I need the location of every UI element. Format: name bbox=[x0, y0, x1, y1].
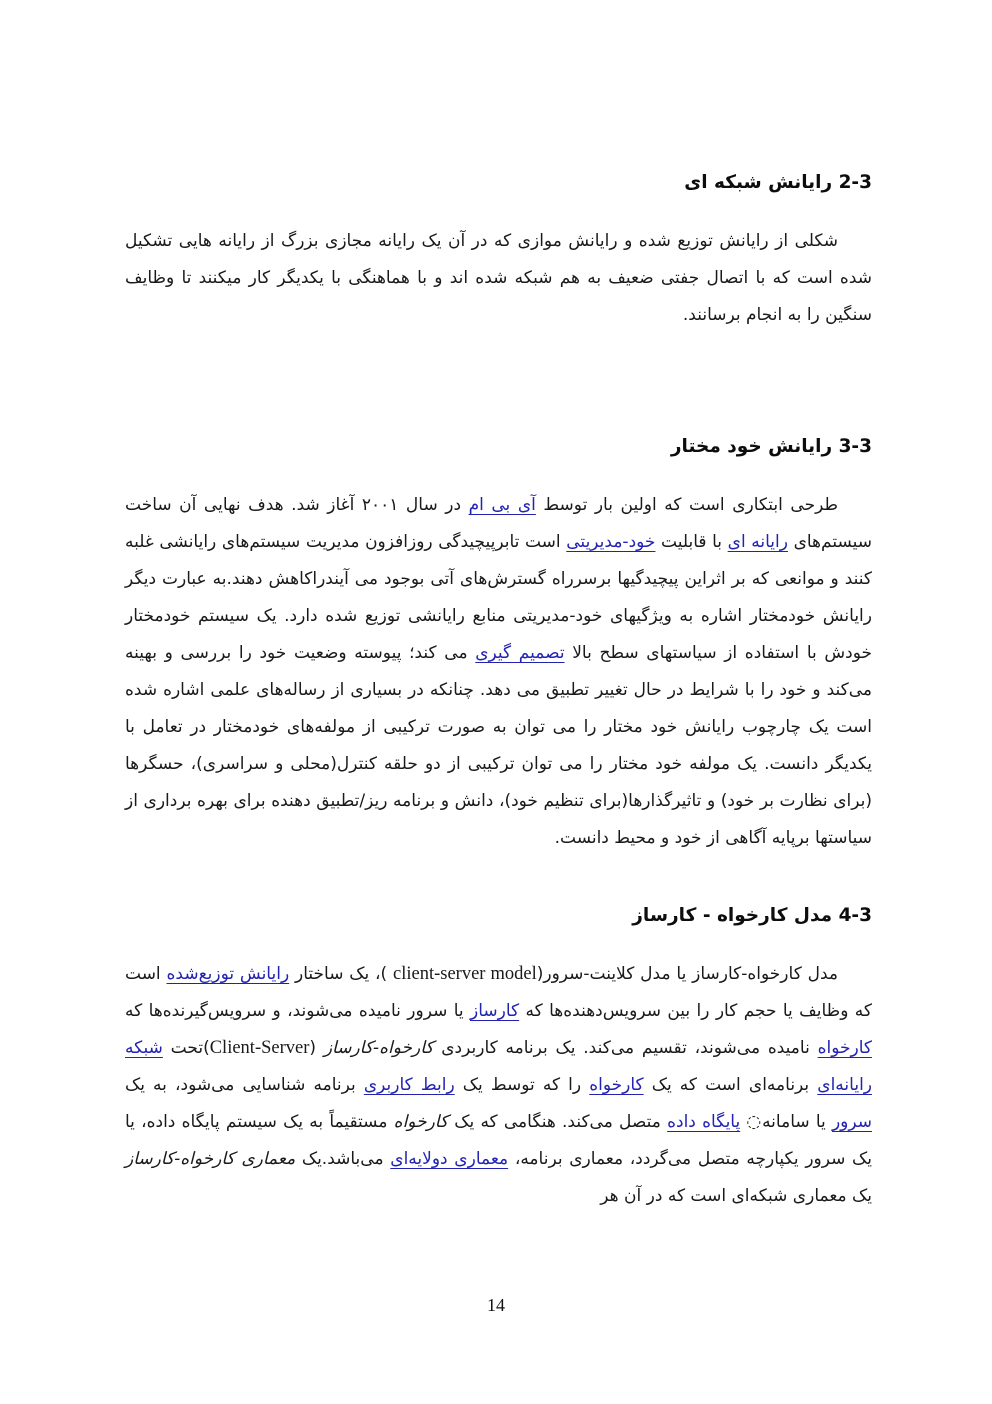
text-run: طرحی ابتکاری است که اولین بار توسط bbox=[535, 494, 838, 515]
text-run: Client-Server bbox=[209, 1037, 310, 1058]
document-section bbox=[125, 434, 872, 857]
paragraph bbox=[125, 956, 872, 1215]
text-run: می‌باشد.یک bbox=[295, 1148, 391, 1169]
inline-link[interactable]: کارساز bbox=[470, 1000, 520, 1021]
inline-link[interactable]: رایانش توزیع‌شده bbox=[166, 963, 290, 984]
document-section bbox=[125, 170, 872, 334]
document-section bbox=[125, 903, 872, 1215]
document-body bbox=[125, 170, 872, 1215]
section-heading: 3-3 رایانش خود مختار bbox=[670, 435, 872, 457]
text-run: برنامه شناسایی می‌شود، به یک bbox=[125, 1074, 364, 1095]
text-run: یک معماری شبکه‌ای است که در آن هر bbox=[600, 1185, 872, 1206]
text-run: متصل می‌کند. هنگامی که یک bbox=[448, 1111, 668, 1132]
text-run: معماری کارخواه-کارساز bbox=[125, 1148, 296, 1169]
paragraph bbox=[125, 487, 872, 857]
inline-link[interactable]: معماری دولایه‌ای bbox=[390, 1148, 509, 1169]
inline-link[interactable]: کارخواه bbox=[589, 1074, 644, 1095]
text-run: )، یک ساختار bbox=[289, 963, 393, 984]
text-run: client-server model bbox=[393, 963, 537, 984]
page-number: 14 bbox=[487, 1295, 505, 1315]
inline-link[interactable]: پایگاه داده bbox=[667, 1111, 741, 1132]
text-run: مستقیماً به یک سیستم پایگاه داده، یا یک سرور یکپارچه متصل می‌گردد، معماری برنامه، bbox=[125, 1111, 872, 1169]
inline-link[interactable]: تصمیم گیری bbox=[475, 642, 565, 663]
inline-link[interactable]: کارخواه bbox=[817, 1037, 873, 1058]
text-run: ( bbox=[309, 1037, 324, 1058]
text-run: می کند؛ پیوسته وضعیت خود را بررسی و بهینه می‌کند و خود را با شرایط در حال تغییر تطبیق می دهد. چنانکه در بسیاری از رساله‌های علمی اشاره شده است یک چارچوب رایانش خود مختار را می توان به صورت ترکیبی از مولفه‌های خودمختار در تعامل با یکدیگر دانست. یک مولفه خود مختار را می توان ترکیبی از دو حلقه کنترل(محلی و سراسری)، حسگرها (برای نظارت بر خود) و تاثیرگذارها(برای تنظیم خود)، دانش و برنامه ریز/تطبیق دهنده برای بهره برداری از سیاستها برپایه آگاهی از خود و محیط دانست. bbox=[125, 642, 872, 848]
text-run: یا سرور نامیده می‌شوند، و سرویس‌گیرنده‌ها که bbox=[125, 1000, 470, 1021]
text-run: را که توسط یک bbox=[454, 1074, 590, 1095]
section-heading: 4-3 مدل کارخواه - کارساز bbox=[632, 904, 872, 926]
inline-link[interactable]: سرور bbox=[831, 1111, 872, 1132]
paragraph bbox=[125, 223, 872, 334]
text-run: است که وظایف یا حجم کار را بین سرویس‌دهنده‌ها که bbox=[125, 963, 872, 1021]
inline-link[interactable]: خود-مدیریتی bbox=[566, 531, 656, 552]
text-run: در سال ۲۰۰۱ آغاز شد. هدف نهایی آن ساخت سیستم‌های bbox=[125, 494, 873, 552]
text-run: مدل کارخواه-کارساز یا مدل کلاینت-سرور( bbox=[536, 963, 838, 984]
text-run: است تابرپیچیدگی روزافزون مدیریت سیستم‌های رایانشی غلبه کنند و موانعی که بر اثراین پیچیدگیها برسرراه گسترش‌های آتی بوجود می آیندراکاهش دهند.به عبارت دیگر رایانش خودمختار اشاره به ویژگیهای خود-مدیریتی منابع رایانشی توزیع شده دارد. یک سیستم خودمختار خودش با استفاده از سیاستهای سطح بالا bbox=[125, 531, 873, 663]
text-run: نامیده می‌شوند، تقسیم می‌کند. یک برنامه کاربردی bbox=[433, 1037, 818, 1058]
page-footer bbox=[0, 1295, 992, 1316]
text-run: با قابلیت bbox=[655, 531, 728, 552]
inline-link[interactable]: شبکه رایانه‌ای bbox=[125, 1037, 872, 1095]
text-run: کارخواه bbox=[393, 1111, 449, 1132]
text-run: کارخواه-کارساز bbox=[323, 1037, 434, 1058]
text-run: )تحت bbox=[162, 1037, 210, 1058]
inline-link[interactable]: رابط کاربری bbox=[363, 1074, 455, 1095]
inline-link[interactable]: آی بی ام bbox=[468, 494, 536, 515]
section-heading: 2-3 رایانش شبکه ای bbox=[684, 172, 872, 193]
text-run: یا سامانه◌ bbox=[740, 1111, 832, 1132]
inline-link[interactable]: رایانه ای bbox=[727, 531, 788, 552]
text-run: شکلی از رایانش توزیع شده و رایانش موازی که در آن یک رایانه مجازی بزرگ از رایانه هایی تشکیل شده است که با اتصال جفتی ضعیف به هم شبکه شده اند و با هماهنگی با یکدیگر کار میکنند تا وظایف سنگین را به انجام برسانند. bbox=[125, 230, 872, 325]
text-run: برنامه‌ای است که یک bbox=[643, 1074, 818, 1095]
